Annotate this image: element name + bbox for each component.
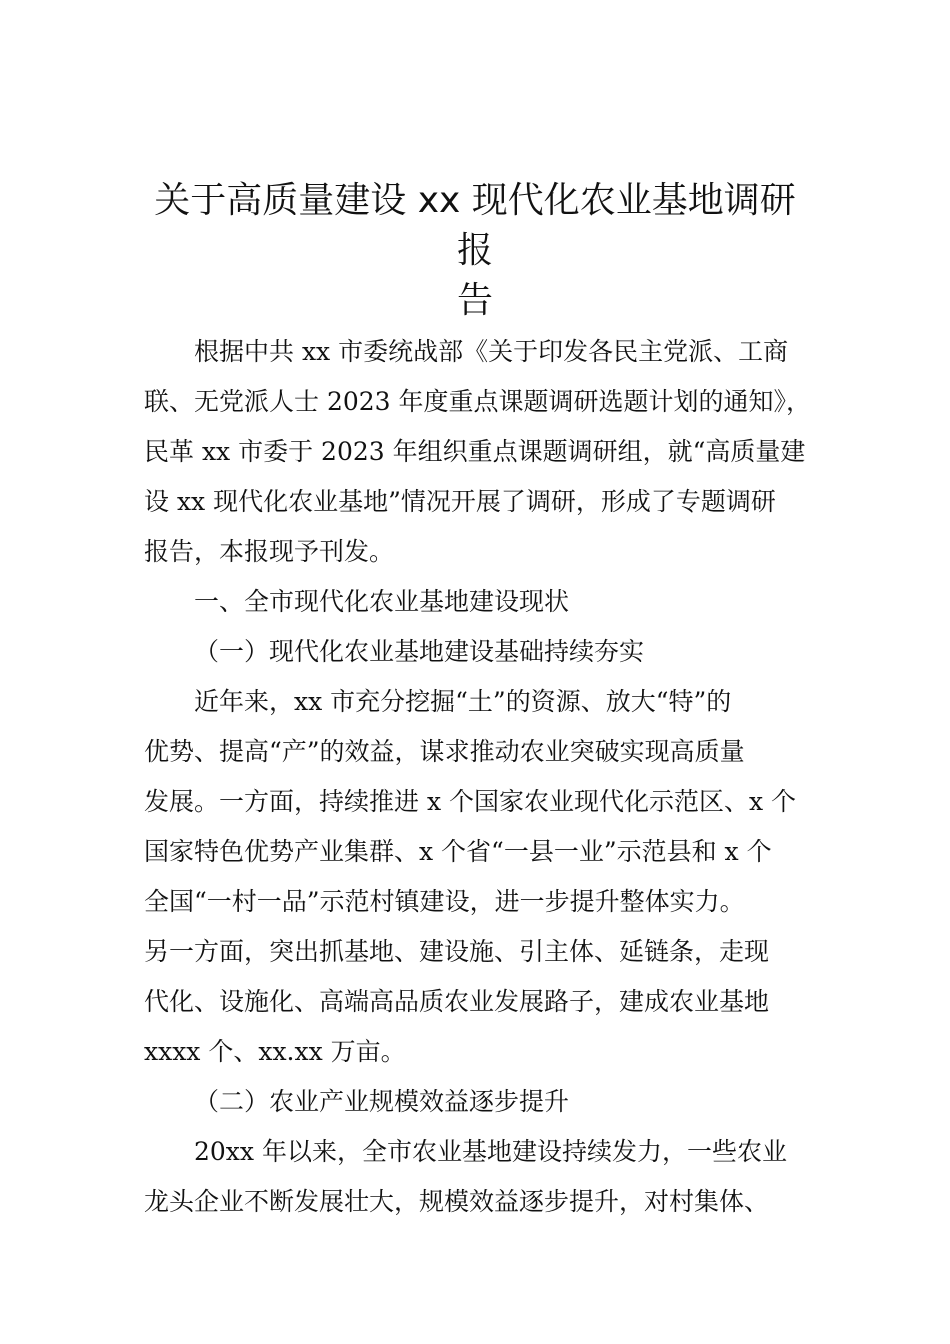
text-line: 近年来，xx 市充分挖掘“土”的资源、放大“特”的 xyxy=(194,687,732,716)
text-line: 代化、设施化、高端高品质农业发展路子，建成农业基地 xyxy=(144,987,770,1016)
text-line: 龙头企业不断发展壮大，规模效益逐步提升，对村集体、 xyxy=(144,1187,770,1216)
subsection-heading: （二）农业产业规模效益逐步提升 xyxy=(194,1087,570,1116)
text-line: 根据中共 xx 市委统战部《关于印发各民主党派、工商 xyxy=(194,337,789,366)
title-line-2: 告 xyxy=(456,280,493,321)
text-line: xxxx 个、xx.xx 万亩。 xyxy=(144,1037,406,1066)
paragraph-foundation xyxy=(144,677,808,1077)
text-line: 国家特色优势产业集群、x 个省“一县一业”示范县和 x 个 xyxy=(144,837,772,866)
paragraph-intro xyxy=(144,327,812,577)
paragraph-scale xyxy=(144,1127,808,1227)
text-line: 民革 xx 市委于 2023 年组织重点课题调研组，就“高质量建 xyxy=(144,437,806,466)
text-line: 报告，本报现予刊发。 xyxy=(144,537,395,566)
document-title xyxy=(140,176,810,326)
document-body xyxy=(144,327,812,1227)
text-line: 优势、提高“产”的效益，谋求推动农业突破实现高质量 xyxy=(144,737,745,766)
title-line-1: 关于高质量建设 xx 现代化农业基地调研报 xyxy=(154,180,796,271)
text-line: 20xx 年以来，全市农业基地建设持续发力，一些农业 xyxy=(194,1137,787,1166)
text-line: 设 xx 现代化农业基地”情况开展了调研，形成了专题调研 xyxy=(144,487,776,516)
text-line: 发展。一方面，持续推进 x 个国家农业现代化示范区、x 个 xyxy=(144,787,797,816)
text-line: 联、无党派人士 2023 年度重点课题调研选题计划的通知》， xyxy=(144,387,812,416)
text-line: 全国“一村一品”示范村镇建设，进一步提升整体实力。 xyxy=(144,887,745,916)
text-line: 另一方面，突出抓基地、建设施、引主体、延链条，走现 xyxy=(144,937,770,966)
section-heading: 一、全市现代化农业基地建设现状 xyxy=(194,587,570,616)
subsection-heading: （一）现代化农业基地建设基础持续夯实 xyxy=(194,637,645,666)
